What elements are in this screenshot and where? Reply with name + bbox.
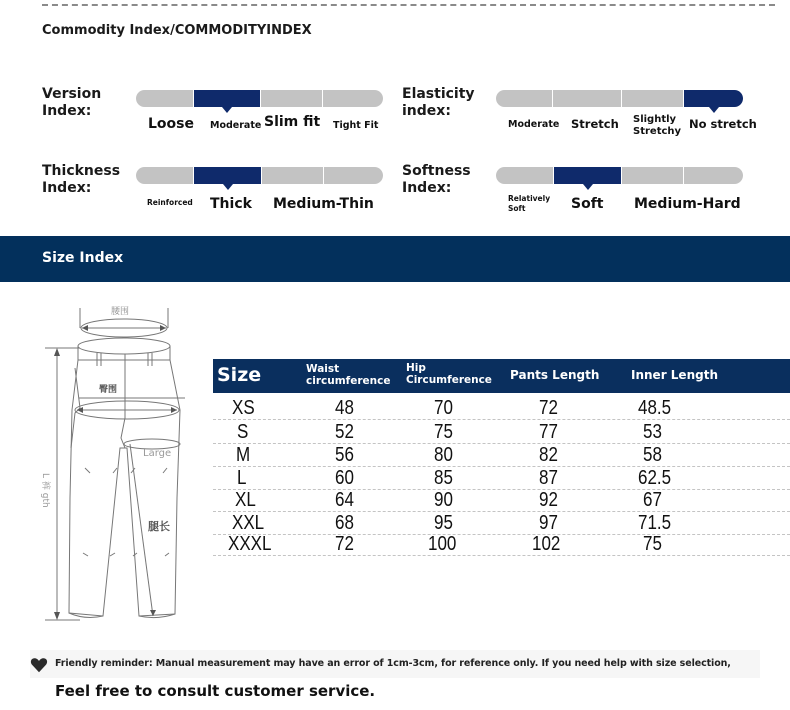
elasticity-option-no-stretch: No stretch — [689, 117, 757, 131]
table-row — [213, 512, 790, 535]
cell-pants-length: 102 — [532, 533, 561, 555]
thickness-label-line1: Thickness — [42, 163, 121, 179]
cell-waist: 60 — [335, 467, 354, 489]
cell-hip: 85 — [434, 467, 453, 489]
cell-size: XS — [232, 397, 255, 419]
version-option-slim-fit: Slim fit — [264, 114, 321, 130]
softness-seg-hard — [684, 167, 743, 184]
softness-index-label — [402, 163, 471, 197]
commodity-index-title: Commodity Index/COMMODITYINDEX — [42, 23, 312, 38]
elasticity-seg-moderate — [496, 90, 553, 107]
cell-size: XXL — [232, 512, 265, 534]
cell-pants-length: 92 — [539, 489, 558, 511]
cell-waist: 64 — [335, 489, 354, 511]
cell-waist: 52 — [335, 421, 354, 443]
softness-seg-soft — [554, 167, 622, 184]
header-inner-length: Inner Length — [631, 368, 718, 382]
cell-waist: 72 — [335, 533, 354, 555]
cell-inner-length: 67 — [643, 489, 662, 511]
waist-diagram-label: 腰围 — [111, 307, 130, 317]
size-index-title: Size Index — [42, 250, 124, 266]
thigh-diagram-label: Large — [143, 448, 172, 459]
size-index-banner — [0, 236, 790, 282]
thickness-index-label — [42, 163, 120, 197]
thickness-index-bar — [136, 167, 383, 184]
softness-option-relatively-soft — [508, 194, 550, 214]
cell-pants-length: 77 — [539, 421, 558, 443]
selected-pointer-icon — [223, 184, 233, 190]
cell-hip: 90 — [434, 489, 453, 511]
thickness-seg-thin — [324, 167, 383, 184]
softness-seg-relatively-soft — [496, 167, 554, 184]
slightly-line2: Stretchy — [633, 126, 682, 137]
softness-label-line2: Index: — [402, 180, 452, 196]
cell-hip: 75 — [434, 421, 453, 443]
thickness-seg-reinforced — [136, 167, 194, 184]
header-hip-line1: Hip — [406, 362, 426, 374]
heart-icon — [30, 656, 48, 674]
relatively-line2: Soft — [508, 204, 526, 213]
version-seg-tight — [323, 90, 383, 107]
top-dashed-divider — [42, 4, 775, 6]
elasticity-option-stretch: Stretch — [571, 117, 619, 131]
pants-outline-icon — [35, 298, 205, 633]
elasticity-seg-stretch — [553, 90, 622, 107]
hip-diagram-label: 臀围 — [99, 385, 118, 395]
header-hip-line2: Circumference — [406, 374, 492, 386]
elasticity-label-line1: Elasticity — [402, 86, 475, 102]
version-seg-loose — [136, 90, 194, 107]
elasticity-option-slightly-stretchy — [633, 114, 681, 138]
cell-size: M — [236, 444, 251, 466]
cell-pants-length: 82 — [539, 444, 558, 466]
slightly-line1: Slightly — [633, 114, 677, 125]
relatively-line1: Relatively — [508, 194, 551, 203]
header-waist-line1: Waist — [306, 363, 340, 375]
cell-pants-length: 87 — [539, 467, 558, 489]
cell-hip: 95 — [434, 512, 453, 534]
cell-size: XXXL — [228, 533, 272, 555]
header-size: Size — [217, 364, 262, 386]
reminder-text: Friendly reminder: Manual measurement may have an error of 1cm-3cm, for reference only. If you need help with size selection, — [55, 658, 731, 669]
thickness-option-medium-thin: Medium-Thin — [273, 196, 374, 212]
version-index-bar — [136, 90, 383, 107]
elasticity-seg-no-stretch — [684, 90, 743, 107]
header-waist-line2: circumference — [306, 375, 391, 387]
elasticity-index-bar — [496, 90, 743, 107]
selected-pointer-icon — [583, 184, 593, 190]
softness-option-medium-hard: Medium-Hard — [634, 196, 741, 212]
softness-option-soft: Soft — [571, 196, 604, 212]
cell-size: XL — [235, 489, 256, 511]
cell-waist: 68 — [335, 512, 354, 534]
cell-waist: 56 — [335, 444, 354, 466]
thickness-seg-thick — [194, 167, 262, 184]
softness-seg-medium — [622, 167, 684, 184]
pants-measurement-diagram — [35, 298, 205, 633]
cell-inner-length: 71.5 — [638, 512, 672, 534]
table-row — [213, 421, 790, 444]
elasticity-option-moderate: Moderate — [508, 119, 560, 130]
cell-inner-length: 53 — [643, 421, 662, 443]
thickness-option-thick: Thick — [210, 196, 252, 212]
cell-inner-length: 62.5 — [638, 467, 672, 489]
cell-hip: 70 — [434, 397, 453, 419]
elasticity-label-line2: index: — [402, 103, 451, 119]
selected-pointer-icon — [222, 107, 232, 113]
thickness-seg-medium — [262, 167, 324, 184]
size-table-header — [213, 359, 790, 393]
version-label-line1: Version — [42, 86, 102, 102]
table-row — [213, 533, 790, 556]
elasticity-seg-slightly — [622, 90, 684, 107]
version-option-moderate: Moderate — [210, 120, 262, 131]
version-index-label — [42, 86, 101, 120]
cell-inner-length: 58 — [643, 444, 662, 466]
cell-hip: 80 — [434, 444, 453, 466]
header-hip — [406, 362, 492, 386]
version-seg-moderate — [194, 90, 261, 107]
thickness-label-line2: Index: — [42, 180, 92, 196]
cell-size: L — [237, 467, 247, 489]
header-pants-length: Pants Length — [510, 368, 600, 382]
version-option-tight-fit: Tight Fit — [333, 120, 379, 131]
thickness-option-reinforced: Reinforced — [147, 198, 193, 207]
header-waist — [306, 363, 390, 387]
version-label-line2: Index: — [42, 103, 92, 119]
softness-index-bar — [496, 167, 743, 184]
cell-inner-length: 48.5 — [638, 397, 672, 419]
cell-pants-length: 97 — [539, 512, 558, 534]
cell-pants-length: 72 — [539, 397, 558, 419]
version-seg-slim — [261, 90, 323, 107]
version-option-loose: Loose — [148, 116, 194, 132]
table-row — [213, 444, 790, 467]
cell-waist: 48 — [335, 397, 354, 419]
inseam-diagram-label: 腿长 — [148, 520, 170, 533]
table-row — [213, 467, 790, 490]
softness-label-line1: Softness — [402, 163, 471, 179]
table-row — [213, 489, 790, 512]
consult-service-text: Feel free to consult customer service. — [55, 682, 376, 700]
length-diagram-label: L 裤 gth — [40, 473, 50, 508]
cell-hip: 100 — [428, 533, 457, 555]
elasticity-index-label — [402, 86, 475, 120]
table-row — [213, 397, 790, 420]
cell-size: S — [237, 421, 249, 443]
selected-pointer-icon — [709, 107, 719, 113]
cell-inner-length: 75 — [643, 533, 662, 555]
